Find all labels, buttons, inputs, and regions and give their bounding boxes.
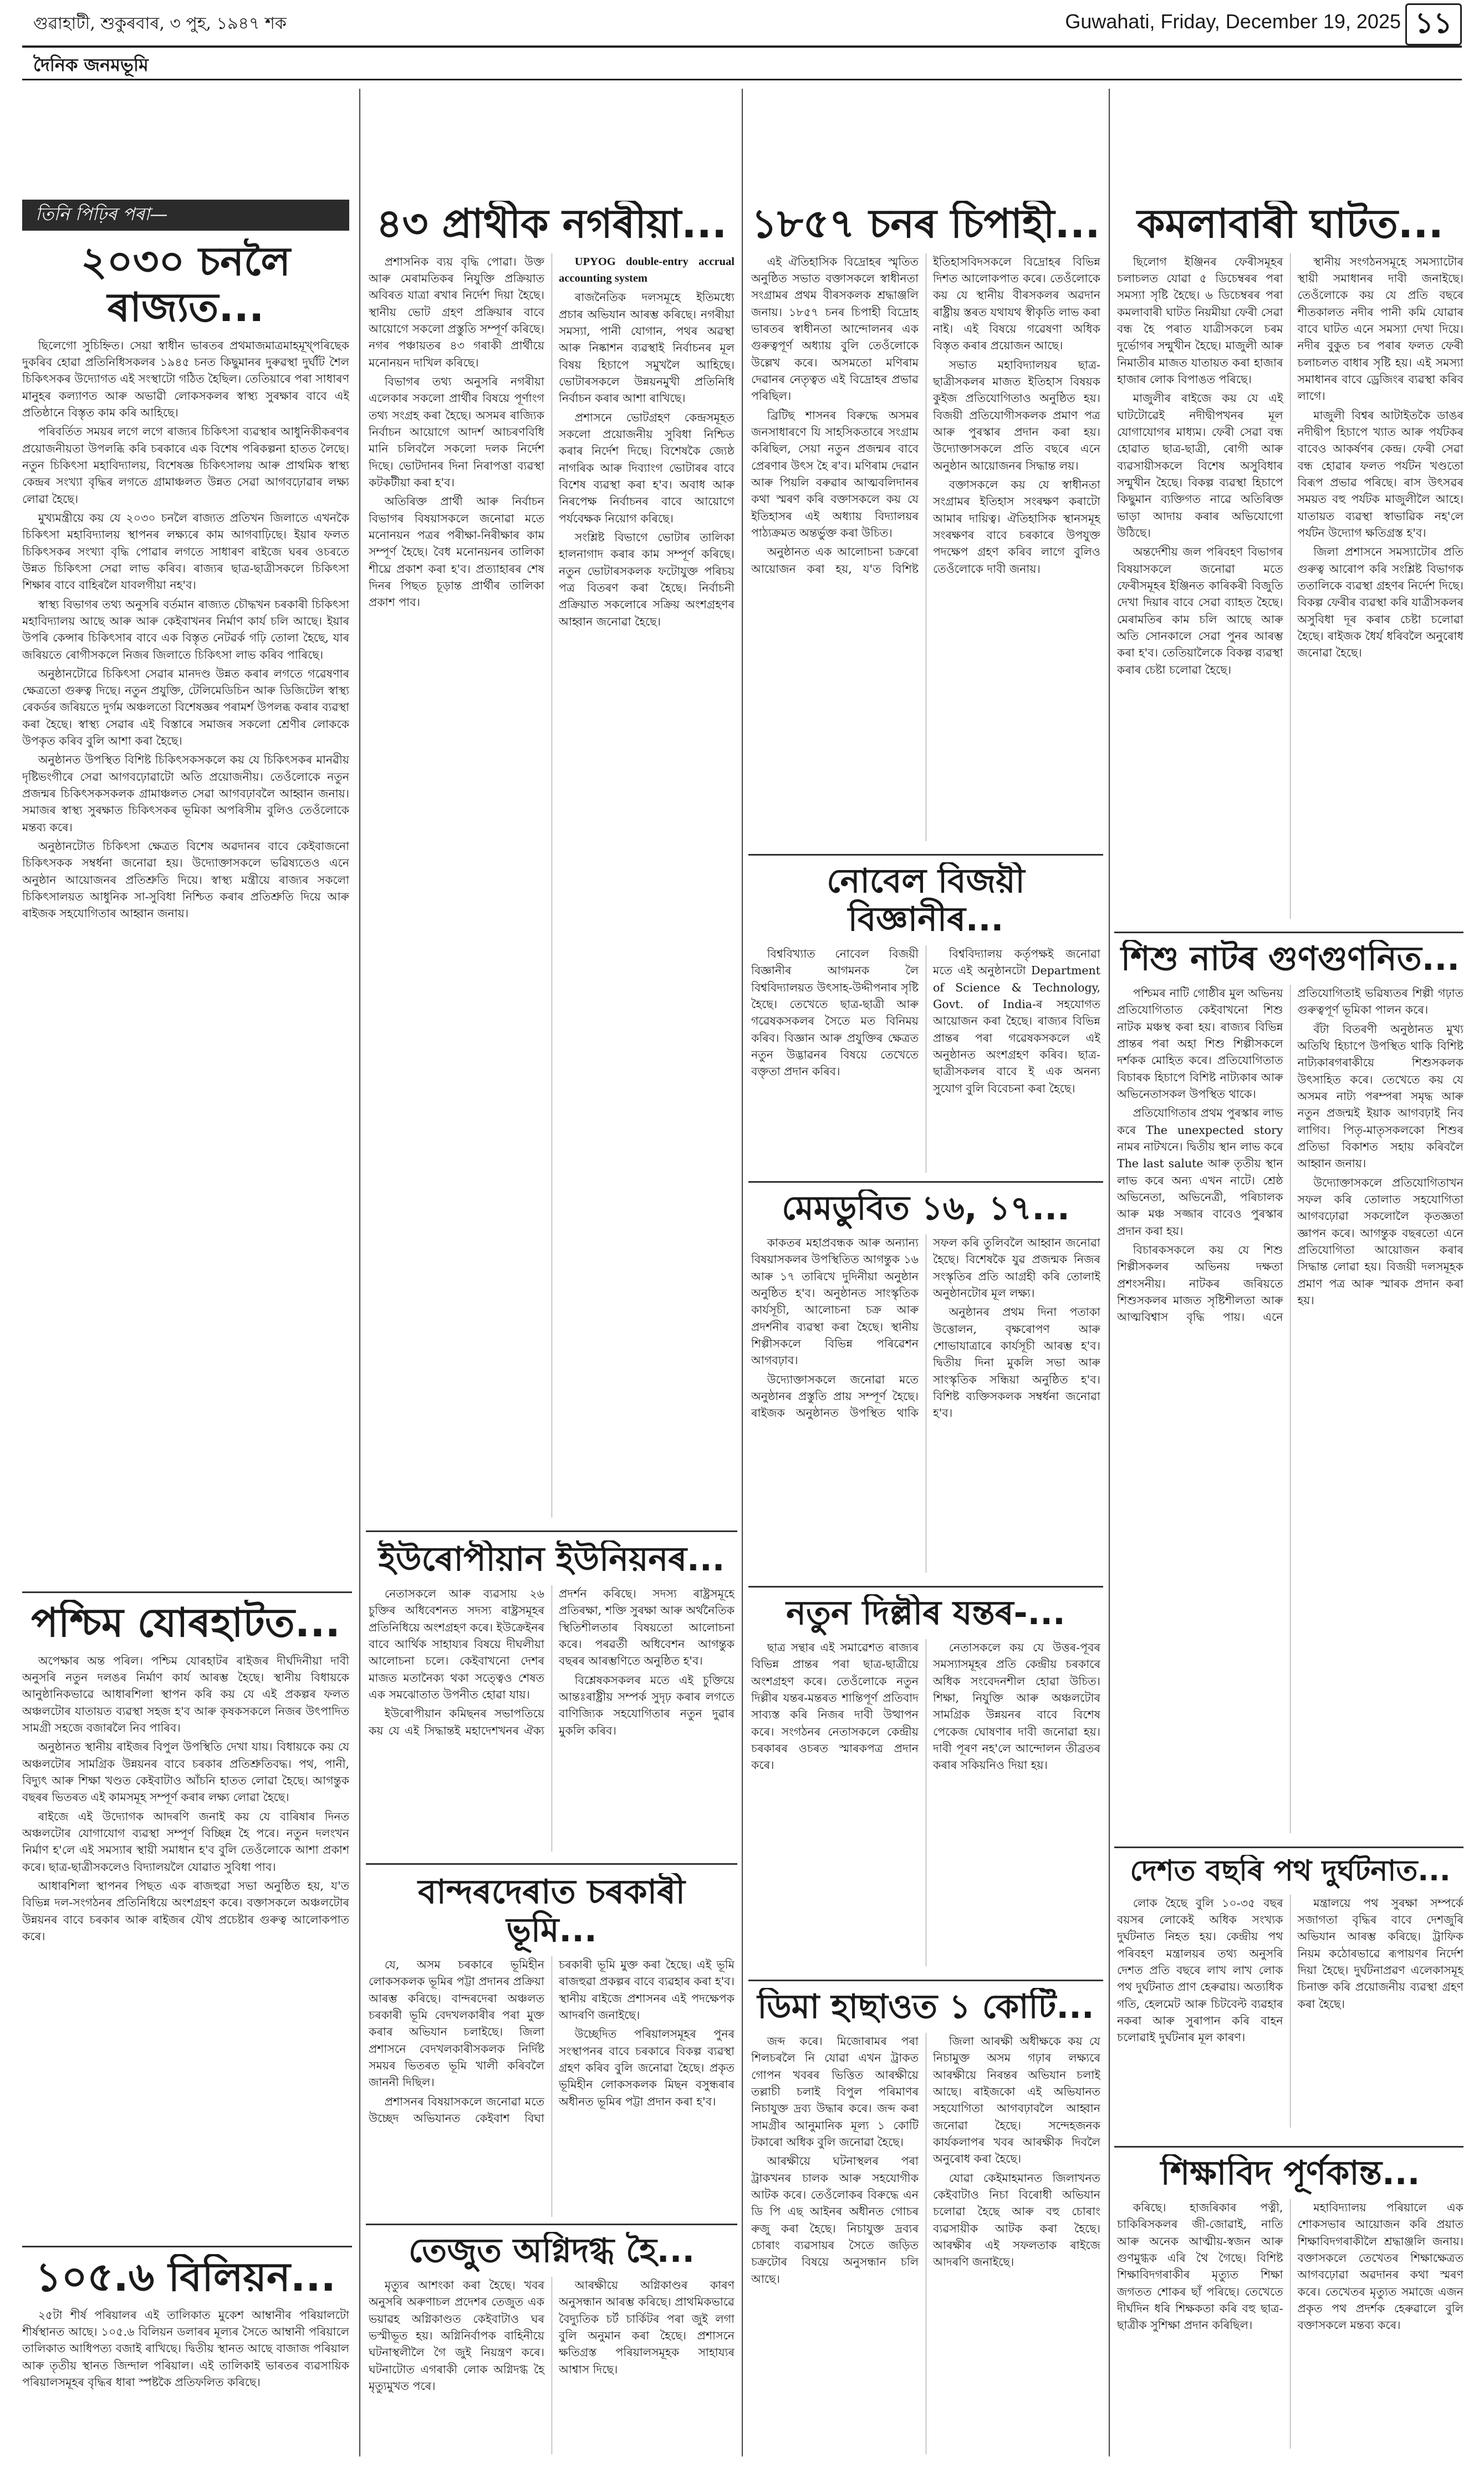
- article-body: [751, 2033, 1100, 2454]
- article-headline: ইউৰোপীয়ান ইউনিয়নৰ...: [378, 1540, 725, 1579]
- article-body: [369, 253, 735, 1518]
- paragraph: আধাৰশিলা স্থাপনৰ পিছত এক ৰাজহুৱা সভা অনুষ্ঠিত হয়, য'ত বিভিন্ন দল-সংগঠনৰ প্ৰতিনিধিয়ে অংশগ্ৰহণ কৰে। বক্তাসকলে অঞ্চলটোৰ উন্নয়নৰ বাবে চৰকাৰ আৰু ৰাইজৰ যৌথ প্ৰচেষ্টাৰ গুৰুত্ব আলোকপাত কৰে।: [22, 1879, 349, 1944]
- paragraph: ৰাজনৈতিক দলসমূহে ইতিমধ্যে প্ৰচাৰ অভিযান আৰম্ভ কৰিছে। নগৰীয়া সমস্যা, পানী যোগান, পথৰ অৱস্থা আৰু নিষ্কাশন ব্যৱস্থাই নিৰ্বাচনৰ মূল বিষয় হিচাপে সমুখলৈ আহিছে। ভোটাৰসকলে উন্নয়নমুখী প্ৰতিনিধি নিৰ্বাচন কৰাৰ আশা ৰাখিছে।: [559, 291, 735, 405]
- paragraph: উদ্যোক্তাসকলে জনোৱা মতে অনুষ্ঠানৰ প্ৰস্তুতি প্ৰায় সম্পূৰ্ণ হৈছে। ৰাইজক অনুষ্ঠানত উপস্থিত থাকি সফল কৰি তুলিবলৈ আহ্বান জনোৱা হৈছে। বিশেষকৈ যুৱ প্ৰজন্মক নিজৰ সংস্কৃতিৰ প্ৰতি আগ্ৰহী কৰি তোলাই অনুষ্ঠানটোৰ মূল লক্ষ্য।: [751, 1236, 1100, 1420]
- article-billion: [22, 2254, 349, 2459]
- section-divider: [22, 2246, 352, 2247]
- article-memdubi: [751, 1189, 1100, 1578]
- paragraph: স্বাস্থ্য বিভাগৰ তথ্য অনুসৰি বৰ্তমান ৰাজ্যত চৌদ্ধখন চৰকাৰী চিকিৎসা মহাবিদ্যালয় আছে আৰু আৰু কেইবাখনৰ নিৰ্মাণ কাৰ্য চলি আছে। ইয়াৰ উপৰি কেন্সাৰ চিকিৎসাৰ বাবে এক বিস্তৃত নেটৱৰ্ক গঢ়ি তোলা হৈছে, যাৰ জৰিয়তে ৰোগীসকলে নিজৰ জিলাতে চিকিৎসা লাভ কৰিব পাৰিছে।: [22, 597, 349, 662]
- article-body: [1117, 985, 1463, 1833]
- article-body: [1117, 2199, 1463, 2449]
- column-separator: [359, 89, 360, 2456]
- article-headline: পশ্চিম যোৰহাটত...: [31, 1600, 340, 1646]
- paragraph: বক্তাসকলে কয় যে স্বাধীনতা সংগ্ৰামৰ ইতিহাস সংৰক্ষণ কৰাটো আমাৰ দায়িত্ব। ঐতিহাসিক স্থানসমূহ সংৰক্ষণৰ বাবে চৰকাৰে উপযুক্ত পদক্ষেপ গ্ৰহণ কৰিব লাগে বুলিও তেওঁলোকে দাবী জনায়।: [933, 478, 1100, 576]
- paragraph: জিলা প্ৰশাসনে সমস্যাটোৰ প্ৰতি গুৰুত্ব আৰোপ কৰি সংশ্লিষ্ট বিভাগক ততালিকে ব্যৱস্থা গ্ৰহণৰ নিৰ্দেশ দিছে। বিকল্প ফেৰীৰ ব্যৱস্থা কৰি যাত্ৰীসকলৰ অসুবিধা দূৰ কৰাৰ চেষ্টা চলোৱা হৈছে। ৰাইজক ধৈৰ্য ধৰিবলৈ অনুৰোধ জনোৱা হৈছে।: [1297, 545, 1463, 660]
- article-43-candidates: [369, 201, 735, 1520]
- article-headline: শিশু নাটৰ গুণগুণনিত...: [1120, 940, 1460, 978]
- section-divider: [748, 1586, 1103, 1588]
- section-divider: [366, 1863, 737, 1865]
- paragraph: যোৱা কেইমাহমানত জিলাখনত কেইবাটাও নিচা বিৰোধী অভিযান চলোৱা হৈছে আৰু বহু চোৰাং ব্যৱসায়ীক আটক কৰা হৈছে। আৰক্ষীৰ এই সফলতাক ৰাইজে আদৰণি জনাইছে।: [933, 2171, 1100, 2269]
- article-body: [22, 2307, 349, 2391]
- article-headline: ১০৫.৬ বিলিয়ন...: [35, 2254, 336, 2300]
- paragraph: যে, অসম চৰকাৰে ভূমিহীন লোকসকলক ভূমিৰ পট্টা প্ৰদানৰ প্ৰক্ৰিয়া আৰম্ভ কৰিছে। বান্দৰদেৰা অঞ্চলত চৰকাৰী ভূমি বেদখলকাৰীৰ পৰা মুক্ত কৰাৰ অভিযান চলাইছে। জিলা প্ৰশাসনে বেদখলকাৰীসকলক নিৰ্দিষ্ট সময়ৰ ভিতৰত ভূমি খালী কৰিবলৈ জাননী দিছিল।: [369, 1958, 544, 2089]
- paragraph: অনুষ্ঠানটোৱে চিকিৎসা সেৱাৰ মানদণ্ড উন্নত কৰাৰ লগতে গৱেষণাৰ ক্ষেত্ৰতো গুৰুত্ব দিছে। নতুন প্ৰযুক্তি, টেলিমেডিচিন আৰু ডিজিটেল স্বাস্থ্য ৰেকৰ্ডৰ জৰিয়তে দুৰ্গম অঞ্চলতো বিশেষজ্ঞৰ পৰামৰ্শ উপলব্ধ কৰাৰ ব্যৱস্থা কৰা হৈছে। স্বাস্থ্য সেৱাৰ এই বিস্তাৰে সমাজৰ সকলো শ্ৰেণীৰ লোককে উপকৃত কৰিব বুলি আশা কৰা হৈছে।: [22, 667, 349, 748]
- article-educationist: [1117, 2154, 1463, 2459]
- article-headline: দেশত বছৰি পথ দুৰ্ঘটনাত...: [1130, 1855, 1451, 1888]
- paragraph: জব্দ কৰে। মিজোৰামৰ পৰা শিলচৰলৈ নি যোৱা এখন ট্ৰাকত গোপন খবৰৰ ভিত্তিত আৰক্ষীয়ে তল্লাচী চলাই বিপুল পৰিমাণৰ নিচাযুক্ত দ্ৰব্য উদ্ধাৰ কৰে। জব্দ কৰা সামগ্ৰীৰ আনুমানিক মূল্য ১ কোটি টকাৰো অধিক বুলি জনোৱা হৈছে।: [751, 2034, 919, 2149]
- paragraph: বিশ্ববিদ্যালয় কৰ্তৃপক্ষই জনোৱা মতে এই অনুষ্ঠানটো Department of Science & Technology, Govt. of India-ৰ সহযোগত আয়োজন কৰা হৈছে। ৰাজ্যৰ বিভিন্ন প্ৰান্তৰ পৰা গৱেষকসকলে এই অনুষ্ঠানত অংশগ্ৰহণ কৰিব। ছাত্ৰ-ছাত্ৰীসকলৰ বাবে ই এক অনন্য সুযোগ বুলি বিবেচনা কৰা হৈছে।: [933, 947, 1100, 1095]
- article-headline: নতুন দিল্লীৰ যন্তৰ-...: [786, 1594, 1065, 1632]
- article-body: [1117, 253, 1463, 919]
- paragraph: অন্তৰ্দেশীয় জল পৰিবহণ বিভাগৰ বিষয়াসকলে জনোৱা মতে ফেৰীসমূহৰ ইঞ্জিনত কাৰিকৰী বিজুতি দেখা দিয়াৰ বাবে সেৱা ব্যাহত হৈছে। মেৰামতিৰ কাম চলি আছে আৰু অতি সোনকালে সেৱা পুনৰ আৰম্ভ কৰা হ'ব। তেতিয়ালৈকে বিকল্প ব্যৱস্থা কৰাৰ চেষ্টা চলোৱা হৈছে।: [1117, 545, 1283, 676]
- article-dima-hasao: [751, 1988, 1100, 2459]
- paragraph: মন্ত্ৰালয়ে পথ সুৰক্ষা সম্পৰ্কে সজাগতা বৃদ্ধিৰ বাবে দেশজুৰি অভিযান আৰম্ভ কৰিছে। ট্ৰাফিক নিয়ম কঠোৰভাৱে ৰূপায়ণৰ নিৰ্দেশ দিয়া হৈছে। দুৰ্ঘটনাপ্ৰৱণ এলেকাসমূহ চিনাক্ত কৰি প্ৰয়োজনীয় ব্যৱস্থা গ্ৰহণ কৰা হৈছে।: [1297, 1896, 1463, 2011]
- paragraph: ৰাইজে এই উদ্যোগক আদৰণি জনাই কয় যে বাৰিষাৰ দিনত অঞ্চলটোৰ যোগাযোগ ব্যৱস্থা সম্পূৰ্ণ বিচ্ছিন্ন হৈ পৰে। নতুন দলংখন নিৰ্মাণ হ'লে এই সমস্যাৰ স্থায়ী সমাধান হ'ব বুলি তেওঁলোকে আশা প্ৰকাশ কৰে। ছাত্ৰ-ছাত্ৰীসকলেও বিদ্যালয়লৈ যোৱাত সুবিধা পাব।: [22, 1809, 349, 1874]
- article-headline: কমলাবাৰী ঘাটত...: [1137, 201, 1444, 247]
- page-number: ১১: [1405, 3, 1462, 45]
- article-bandardewa-land: [369, 1873, 735, 2217]
- paragraph: প্ৰশাসনিক ব্যয় বৃদ্ধি পোৱা। উক্ত আৰু মেৰামতিকৰ নিযুক্তি প্ৰক্ৰিয়াত অবিৰত যাত্ৰা ৰখাৰ নিৰ্দেশ দিয়া হৈছে। স্থানীয় ভোট গ্ৰহণ প্ৰক্ৰিয়াৰ বাবে আয়োগে সকলো প্ৰস্তুতি সম্পূৰ্ণ কৰিছে। নগৰ পঞ্চায়তৰ ৪৩ গৰাকী প্ৰাৰ্থীয়ে মনোনয়ন দাখিল কৰিছে।: [369, 255, 544, 369]
- paragraph: বঁটা বিতৰণী অনুষ্ঠানত মুখ্য অতিথি হিচাপে উপস্থিত থাকি বিশিষ্ট নাট্যকাৰগৰাকীয়ে শিশুসকলক উৎসাহিত কৰে। তেখেতে কয় যে অসমৰ নাট্য পৰম্পৰা সমৃদ্ধ আৰু নতুন প্ৰজন্মই ইয়াক আগবঢ়াই নিব লাগিব। পিতৃ-মাতৃসকলকো শিশুৰ প্ৰতিভা বিকাশত সহায় কৰিবলৈ আহ্বান জনায়।: [1297, 1022, 1463, 1171]
- paragraph: পৰিবৰ্তিত সময়ৰ লগে লগে ৰাজ্যৰ চিকিৎসা ব্যৱস্থাৰ আধুনিকীকৰণৰ প্ৰয়োজনীয়তা উপলব্ধি কৰি চৰকাৰে এক বিশেষ পৰিকল্পনা হাতত লৈছে। নতুন চিকিৎসা মহাবিদ্যালয়, বিশেষজ্ঞ চিকিৎসালয় আৰু প্ৰাথমিক স্বাস্থ্য কেন্দ্ৰৰ সংখ্যা বৃদ্ধিৰ লগতে গ্ৰামাঞ্চলত উন্নত সেৱা আগবঢ়োৱাৰ লক্ষ্য লোৱা হৈছে।: [22, 425, 349, 506]
- paragraph: সংশ্লিষ্ট বিভাগে ভোটাৰ তালিকা হালনাগাদ কৰাৰ কাম সম্পূৰ্ণ কৰিছে। নতুন ভোটাৰসকলক ফটোযুক্ত পৰিচয় পত্ৰ বিতৰণ কৰা হৈছে। নিৰ্বাচনী প্ৰক্ৰিয়াত সকলোৰে সক্ৰিয় অংশগ্ৰহণৰ আহ্বান জনোৱা হৈছে।: [559, 531, 735, 628]
- article-headline: ৪৩ প্ৰাথীক নগৰীয়া...: [376, 201, 727, 247]
- article-european-union: [369, 1540, 735, 1856]
- section-divider: [366, 2224, 737, 2225]
- paragraph: বিচাৰকসকলে কয় যে শিশু শিল্পীসকলৰ অভিনয় দক্ষতা প্ৰশংসনীয়। নাটকৰ জৰিয়তে শিশুসকলৰ মাজত সৃষ্টিশীলতা আৰু আত্মবিশ্বাস বৃদ্ধি পায়। এনে প্ৰতিযোগিতাই ভৱিষ্যতৰ শিল্পী গঢ়াত গুৰুত্বপূৰ্ণ ভূমিকা পালন কৰে।: [1117, 986, 1463, 1324]
- paragraph: অনুষ্ঠানত স্থানীয় ৰাইজৰ বিপুল উপস্থিতি দেখা যায়। বিধায়কে কয় যে অঞ্চলটোৰ সামগ্ৰিক উন্নয়নৰ বাবে চৰকাৰ প্ৰতিশ্ৰুতিবদ্ধ। পথ, পানী, বিদ্যুৎ আৰু শিক্ষা খণ্ডত কেইবাটাও আঁচনি হাতত লোৱা হৈছে। আগন্তুক বছৰৰ ভিতৰত এই কামসমূহ সম্পূৰ্ণ কৰাৰ লক্ষ্য লোৱা হৈছে।: [22, 1740, 349, 1804]
- section-divider: [748, 1980, 1103, 1981]
- paragraph: বিশ্ববিখ্যাত নোবেল বিজয়ী বিজ্ঞানীৰ আগমনক লৈ বিশ্ববিদ্যালয়ত উৎসাহ-উদ্দীপনাৰ সৃষ্টি হৈছে। তেখেতে ছাত্ৰ-ছাত্ৰী আৰু গৱেষকসকলৰ সৈতে মত বিনিময় কৰিব। বিজ্ঞান আৰু প্ৰযুক্তিৰ ক্ষেত্ৰত নতুন উদ্ভাৱনৰ বিষয়ে তেখেতে বক্তৃতা প্ৰদান কৰিব।: [751, 947, 919, 1079]
- paragraph: কৰিছে। হাজৰিকাৰ পত্নী, চাকিৰিসকলৰ জী-জোৱাই, নাতি আৰু অনেক আত্মীয়-স্বজন আৰু গুণমুগ্ধক এৰি থৈ গৈছে। বিশিষ্ট শিক্ষাবিদগৰাকীৰ মৃত্যুত শিক্ষা জগতত শোকৰ ছাঁ পৰিছে। তেখেতে দীৰ্ঘদিন ধৰি শিক্ষকতা কৰি বহু ছাত্ৰ-ছাত্ৰীক সুশিক্ষা প্ৰদান কৰিছিল।: [1117, 2201, 1283, 2332]
- paragraph: স্থানীয় সংগঠনসমূহে সমস্যাটোৰ স্থায়ী সমাধানৰ দাবী জনাইছে। তেওঁলোকে কয় যে প্ৰতি বছৰে শীতকালত নদীৰ পানী কমি যোৱাৰ বাবে ঘাটত এনে সমস্যা দেখা দিয়ে। নদীৰ বুকুত চৰ পৰাৰ ফলত ফেৰী চলাচলত বাধাৰ সৃষ্টি হয়। এই সমস্যা সমাধানৰ বাবে ড্ৰেজিংৰ ব্যৱস্থা কৰিব লাগে।: [1297, 255, 1463, 403]
- paragraph: এই ঐতিহাসিক বিদ্ৰোহৰ স্মৃতিত অনুষ্ঠিত সভাত বক্তাসকলে স্বাধীনতা সংগ্ৰামৰ প্ৰথম বীৰসকলক শ্ৰদ্ধাঞ্জলি জনায়। ১৮৫৭ চনৰ চিপাহী বিদ্ৰোহ ভাৰতৰ স্বাধীনতা আন্দোলনৰ এক গুৰুত্বপূৰ্ণ অধ্যায় বুলি তেওঁলোকে উল্লেখ কৰে। অসমতো মণিৰাম দেৱানৰ নেতৃত্বত এই বিদ্ৰোহৰ প্ৰভাৱ পৰিছিল।: [751, 255, 919, 403]
- article-body: [751, 253, 1100, 841]
- paragraph: লোক হৈছে বুলি ১০-৩৫ বছৰ বয়সৰ লোকেই অধিক সংখ্যক দুৰ্ঘটনাত নিহত হয়। কেন্দ্ৰীয় পথ পৰিবহণ মন্ত্ৰালয়ৰ তথ্য অনুসৰি দেশত প্ৰতি বছৰে লাখ লাখ লোক পথ দুৰ্ঘটনাত প্ৰাণ হেৰুৱায়। অত্যধিক গতি, হেলমেট আৰু চিটবেল্ট ব্যৱহাৰ নকৰা আৰু সুৰাপান কৰি বাহন চলোৱাই দুৰ্ঘটনাৰ মূল কাৰণ।: [1117, 1896, 1283, 2044]
- column-separator: [742, 89, 743, 2456]
- article-headline: ১৮৫৭ চনৰ চিপাহী...: [751, 201, 1100, 247]
- article-kamalabari-ghat: [1117, 201, 1463, 922]
- article-headline: মেমডুবিত ১৬, ১৭...: [782, 1189, 1070, 1228]
- article-headline: ২০৩০ চনলৈ ৰাজ্যত...: [80, 238, 291, 330]
- article-1857-sepoy: [751, 201, 1100, 844]
- article-new-delhi: [751, 1594, 1100, 1971]
- section-divider: [748, 1181, 1103, 1183]
- paragraph: অতিৰিক্ত প্ৰাৰ্থী আৰু নিৰ্বাচন বিভাগৰ বিষয়াসকলে জনোৱা মতে মনোনয়ন পত্ৰৰ পৰীক্ষা-নিৰীক্ষাৰ কাম সম্পূৰ্ণ হৈছে। বৈধ মনোনয়নৰ তালিকা শীঘ্ৰে প্ৰকাশ কৰা হ'ব। প্ৰত্যাহাৰৰ শেষ দিনৰ পিছত চূড়ান্ত প্ৰাৰ্থীৰ তালিকা প্ৰকাশ পাব।: [369, 495, 544, 609]
- article-body: [22, 1652, 349, 1945]
- paragraph: নেতাসকলে আৰু ব্যৱসায় ২৬ চুক্তিৰ অধিবেশনত সদস্য ৰাষ্ট্ৰসমূহৰ প্ৰতিনিধিয়ে অংশগ্ৰহণ কৰে। ইউক্ৰেইনৰ বাবে আৰ্থিক সাহায্যৰ বিষয়ে দীঘলীয়া আলোচনা চলে। কেইবাখনো দেশৰ মাজত মতানৈক্য থকা সত্ত্বেও শেষত এক সমঝোতাত উপনীত হোৱা যায়।: [369, 1587, 544, 1701]
- article-2030: [22, 238, 349, 1580]
- article-tezu-fire: [369, 2232, 735, 2459]
- article-body: [369, 1956, 735, 2217]
- paragraph: অনুষ্ঠানত উপস্থিত বিশিষ্ট চিকিৎসকসকলে কয় যে চিকিৎসকৰ মানৱীয় দৃষ্টিভংগীৰে সেৱা আগবঢ়োৱাটো অতি প্ৰয়োজনীয়। তেওঁলোকে নতুন প্ৰজন্মৰ চিকিৎসকসকলক গ্ৰামাঞ্চলত সেৱা আগবঢ়াবলৈ আহ্বান জনায়। সমাজৰ স্বাস্থ্য সুৰক্ষাত চিকিৎসকৰ ভূমিকা অপৰিসীম বুলিও তেওঁলোকে মন্তব্য কৰে।: [22, 753, 349, 834]
- masthead: দৈনিক জনমভূমি: [33, 54, 149, 75]
- paragraph: ছাত্ৰ সন্থাৰ এই সমাৱেশত ৰাজ্যৰ বিভিন্ন প্ৰান্তৰ পৰা ছাত্ৰ-ছাত্ৰীয়ে অংশগ্ৰহণ কৰে। তেওঁলোকে নতুন দিল্লীৰ যন্তৰ-মন্তৰত শান্তিপূৰ্ণ প্ৰতিবাদ সাব্যস্ত কৰি নিজৰ দাবী উত্থাপন কৰে। সংগঠনৰ নেতাসকলে কেন্দ্ৰীয় চৰকাৰৰ ওচৰত স্মাৰকপত্ৰ প্ৰদান কৰে।: [751, 1641, 919, 1772]
- paragraph: প্ৰশাসনৰ বিষয়াসকলে জনোৱা মতে উচ্ছেদ অভিযানত কেইবাশ বিঘা চৰকাৰী ভূমি মুক্ত কৰা হৈছে। এই ভূমি ৰাজহুৱা প্ৰকল্পৰ বাবে ব্যৱহাৰ কৰা হ'ব। স্থানীয় ৰাইজে প্ৰশাসনৰ এই পদক্ষেপক আদৰণি জনাইছে।: [369, 1958, 735, 2125]
- article-body: [751, 945, 1100, 1173]
- paragraph: ব্ৰিটিছ শাসনৰ বিৰুদ্ধে অসমৰ জনসাধাৰণে যি সাহসিকতাৰে সংগ্ৰাম কৰিছিল, সেয়া নতুন প্ৰজন্মৰ বাবে প্ৰেৰণাৰ উৎস হৈ ৰ'ব। মণিৰাম দেৱান আৰু পিয়লি বৰুৱাৰ আত্মবলিদানৰ কথা স্মৰণ কৰি বক্তাসকলে কয় যে ইতিহাসৰ এই অধ্যায় বিদ্যালয়ৰ পাঠ্যক্ৰমত অন্তৰ্ভুক্ত কৰা উচিত।: [751, 408, 919, 540]
- paragraph: পশ্চিমৰ নাটি গোষ্ঠীৰ মুল অভিনয় প্ৰতিযোগিতাত কেইবাখনো শিশু নাটক মঞ্চস্থ কৰা হয়। ৰাজ্যৰ বিভিন্ন প্ৰান্তৰ পৰা অহা শিশু শিল্পীসকলে দৰ্শকক মোহিত কৰে। প্ৰতিযোগিতাত বিচাৰক হিচাপে বিশিষ্ট নাট্যকাৰ আৰু অভিনেতাসকল উপস্থিত থাকে।: [1117, 986, 1283, 1101]
- paragraph: প্ৰতিযোগিতাৰ প্ৰথম পুৰস্কাৰ লাভ কৰে The unexpected story নামৰ নাটখনে। দ্বিতীয় স্থান লাভ কৰে The last salute আৰু তৃতীয় স্থান লাভ কৰে অন্য এখন নাটে। শ্ৰেষ্ঠ অভিনেতা, অভিনেত্ৰী, পৰিচালক আৰু মঞ্চ সজ্জাৰ বাবেও পুৰস্কাৰ প্ৰদান কৰা হয়।: [1117, 1106, 1283, 1238]
- paragraph: মৃত্যুৰ আশংকা কৰা হৈছে। খবৰ অনুসৰি অৰুণাচল প্ৰদেশৰ তেজুত এক ভয়াৱহ অগ্নিকাণ্ডত কেইবাটাও ঘৰ ভস্মীভূত হয়। অগ্নিনিৰ্বাপক বাহিনীয়ে ঘটনাস্থলীলৈ গৈ জুই নিয়ন্ত্ৰণ কৰে। ঘটনাটোত এগৰাকী লোক অগ্নিদগ্ধ হৈ মৃত্যুমুখত পৰে।: [369, 2278, 544, 2393]
- issue-date: গুৱাহাটী, শুকুৰবাৰ, ৩ পুহ, ১৯৪৭ শক: [33, 14, 287, 33]
- section-divider: [22, 1591, 352, 1593]
- issue-date-english: Guwahati, Friday, December 19, 2025: [1065, 10, 1401, 33]
- article-headline: বান্দৰদেৰাত চৰকাৰী ভূমি...: [418, 1873, 685, 1950]
- paragraph: অনুষ্ঠানৰ প্ৰথম দিনা পতাকা উত্তোলন, বৃক্ষৰোপণ আৰু শোভাযাত্ৰাৰে কাৰ্যসূচী আৰম্ভ হ'ব। দ্বিতীয় দিনা মুকলি সভা আৰু সাংস্কৃতিক সন্ধিয়া অনুষ্ঠিত হ'ব। বিশিষ্ট ব্যক্তিসকলক সম্বৰ্ধনা জনোৱা হ'ব।: [933, 1305, 1100, 1420]
- paragraph: আৰক্ষীয়ে ঘটনাস্থলৰ পৰা ট্ৰাকখনৰ চালক আৰু সহযোগীক আটক কৰে। তেওঁলোকৰ বিৰুদ্ধে এন ডি পি এছ আইনৰ অধীনত গোচৰ ৰুজু কৰা হৈছে। নিচাযুক্ত দ্ৰব্যৰ চোৰাং ব্যৱসায়ৰ সৈতে জড়িত চক্ৰটোৰ বিষয়ে অনুসন্ধান চলি আছে।: [751, 2154, 919, 2286]
- paragraph: অপেক্ষাৰ অন্ত পৰিল। পশ্চিম যোৰহাটৰ ৰাইজৰ দীৰ্ঘদিনীয়া দাবী অনুসৰি নতুন দলঙৰ নিৰ্মাণ কাৰ্য আৰম্ভ হৈছে। স্থানীয় বিধায়কে আনুষ্ঠানিকভাৱে আধাৰশিলা স্থাপন কৰি কয় যে এই প্ৰকল্পৰ ফলত অঞ্চলটোৰ যাতায়ত ব্যৱস্থা সহজ হ'ব আৰু কৃষকসকলে নিজৰ উৎপাদিত সামগ্ৰী সহজে বজাৰলৈ নিব পাৰিব।: [22, 1654, 349, 1735]
- section-divider: [1114, 2146, 1463, 2148]
- article-body: [22, 337, 349, 922]
- article-headline: তেজুত অগ্নিদগ্ধ হৈ...: [408, 2232, 695, 2270]
- section-divider: [366, 1530, 737, 1532]
- paragraph: ইউৰোপীয়ান কমিছনৰ সভাপতিয়ে কয় যে এই সিদ্ধান্তই মহাদেশখনৰ ঐক্য প্ৰদৰ্শন কৰিছে। সদস্য ৰাষ্ট্ৰসমূহে প্ৰতিৰক্ষা, শক্তি সুৰক্ষা আৰু অৰ্থনৈতিক স্থিতিশীলতাৰ বিষয়তো আলোচনা কৰে। পৰৱৰ্তী অধিবেশন আগন্তুক বছৰৰ আৰম্ভণিতে অনুষ্ঠিত হ'ব।: [369, 1587, 735, 1737]
- paragraph: কাকতৰ মহাপ্ৰবন্ধক আৰু অন্যান্য বিষয়াসকলৰ উপস্থিতিত আগন্তুক ১৬ আৰু ১৭ তাৰিখে দুদিনীয়া অনুষ্ঠান অনুষ্ঠিত হ'ব। অনুষ্ঠানত সাংস্কৃতিক কাৰ্যসূচী, আলোচনা চক্ৰ আৰু প্ৰদৰ্শনীৰ ব্যৱস্থা কৰা হৈছে। স্থানীয় শিল্পীসকলে বিভিন্ন পৰিৱেশন আগবঢ়াব।: [751, 1236, 919, 1367]
- paragraph: জিলা আৰক্ষী অধীক্ষকে কয় যে নিচামুক্ত অসম গঢ়াৰ লক্ষ্যৰে আৰক্ষীয়ে নিৰন্তৰ অভিযান চলাই আছে। ৰাইজকো এই অভিযানত সহযোগিতা আগবঢ়াবলৈ আহ্বান জনোৱা হৈছে। সন্দেহজনক কাৰ্যকলাপৰ খবৰ আৰক্ষীক দিবলৈ অনুৰোধ কৰা হৈছে।: [933, 2034, 1100, 2166]
- article-road-accidents: [1117, 1855, 1463, 2138]
- paragraph: মাজুলী বিশ্বৰ আটাইতকৈ ডাঙৰ নদীদ্বীপ হিচাপে খ্যাত আৰু পৰ্যটকৰ বাবেও আকৰ্ষণৰ কেন্দ্ৰ। ফেৰী সেৱা বন্ধ হোৱাৰ ফলত পৰ্যটন খণ্ডতো বিৰূপ প্ৰভাৱ পৰিছে। ৰাস উৎসৱৰ সময়ত বহু পৰ্যটক মাজুলীলৈ আহে। যাতায়ত ব্যৱস্থা স্বাভাৱিক নহ'লে পৰ্যটন উদ্যোগ ক্ষতিগ্ৰস্ত হ'ব।: [1297, 408, 1463, 540]
- paragraph: মহাবিদ্যালয় পৰিয়ালে এক শোকসভাৰ আয়োজন কৰি প্ৰয়াত শিক্ষাবিদগৰাকীলৈ শ্ৰদ্ধাঞ্জলি জনায়। বক্তাসকলে তেখেতৰ শিক্ষাক্ষেত্ৰত আগবঢ়োৱা অৱদানৰ কথা স্মৰণ কৰে। তেখেতৰ মৃত্যুত সমাজে এজন প্ৰকৃত পথ প্ৰদৰ্শক হেৰুৱালে বুলি বক্তাসকলে মন্তব্য কৰে।: [1297, 2201, 1463, 2332]
- paragraph: আৰক্ষীয়ে অগ্নিকাণ্ডৰ কাৰণ অনুসন্ধান আৰম্ভ কৰিছে। প্ৰাথমিকভাৱে বৈদ্যুতিক চৰ্ট চাৰ্কিটৰ পৰা জুই লগা বুলি অনুমান কৰা হৈছে। প্ৰশাসনে ক্ষতিগ্ৰস্ত পৰিয়ালসমূহক সাহায্যৰ আশ্বাস দিছে।: [559, 2278, 735, 2376]
- article-body: [751, 1234, 1100, 1573]
- paragraph: অনুষ্ঠানত এক আলোচনা চক্ৰৰো আয়োজন কৰা হয়, য'ত বিশিষ্ট ইতিহাসবিদসকলে বিদ্ৰোহৰ বিভিন্ন দিশত আলোকপাত কৰে। তেওঁলোকে কয় যে স্থানীয় বীৰসকলৰ অৱদান ৰাষ্ট্ৰীয় স্তৰত যথাযথ স্বীকৃতি লাভ কৰা নাই। এই বিষয়ে গৱেষণা অধিক বিস্তৃত কৰাৰ প্ৰয়োজন আছে।: [751, 255, 1100, 576]
- article-headline: নোবেল বিজয়ী বিজ্ঞানীৰ...: [827, 862, 1025, 939]
- paragraph: উদ্যোক্তাসকলে প্ৰতিযোগিতাখন সফল কৰি তোলাত সহযোগিতা আগবঢ়োৱা সকলোলৈ কৃতজ্ঞতা জ্ঞাপন কৰে। আগন্তুক বছৰতো এনে প্ৰতিযোগিতা আয়োজন কৰাৰ সিদ্ধান্ত লোৱা হয়। বিজয়ী দলসমূহক প্ৰমাণ পত্ৰ আৰু স্মাৰক প্ৰদান কৰা হয়।: [1297, 1176, 1463, 1307]
- paragraph: ছিলেগো সুচিহ্নিত। সেয়া স্বাধীন ভাৰতৰ প্ৰথমাজমাত্ৰমাহমূখ্পৰিছেক দুকৰিব হোৱা প্ৰতিনিধিসকলৰ ১৯৪৫ চনত কিছুমানৰ দুৰুৱস্থা দুৰ্ঘাঁট শৈল চিকিৎসকৰ উদ্যোগত এই সংস্থাটো গঠিত হৈছিল। তেতিয়াৰে পৰা সাধাৰণ মানুহৰ কল্যাণত আৰু অভাৱী লোকসকলৰ স্বাস্থ্য সুৰক্ষাৰ বাবে এই প্ৰতিষ্ঠানে বিস্তৃত কাম কৰি আহিছে।: [22, 338, 349, 419]
- article-body: [369, 2277, 735, 2454]
- paragraph: মাজুলীৰ ৰাইজে কয় যে এই ঘাটটোৱেই নদীদ্বীপখনৰ মূল যোগাযোগৰ মাধ্যম। ফেৰী সেৱা বন্ধ হোৱাত ছাত্ৰ-ছাত্ৰী, ৰোগী আৰু ব্যৱসায়ীসকলে বিশেষ অসুবিধাৰ সন্মুখীন হৈছে। বিকল্প ব্যৱস্থা হিচাপে কিছুমান ব্যক্তিগত নাৱে অতিৰিক্ত ভাড়া আদায় কৰাৰ অভিযোগো উঠিছে।: [1117, 391, 1283, 540]
- section-divider: [748, 854, 1103, 856]
- article-body: [369, 1585, 735, 1851]
- masthead-rule: [22, 79, 1462, 80]
- paragraph: ছিলোগ ইঞ্জিনৰ ফেৰীসমূহৰ চলাচলত যোৱা ৫ ডিচেম্বৰৰ পৰা সমস্যা সৃষ্টি হৈছে। ৬ ডিচেম্বৰৰ পৰা কমলাবাৰী ঘাটত নিয়মীয়া ফেৰী সেৱা বন্ধ হৈ পৰাত যাত্ৰীসকলে চৰম দুৰ্ভোগৰ সন্মুখীন হৈছে। মাজুলী আৰু নিমাতীৰ মাজত যাতায়ত কৰা হাজাৰ হাজাৰ লোক বিপাঙত পৰিছে।: [1117, 255, 1283, 386]
- paragraph: মুখ্যমন্ত্ৰীয়ে কয় যে ২০৩০ চনলৈ ৰাজ্যত প্ৰতিখন জিলাতে এখনকৈ চিকিৎসা মহাবিদ্যালয় স্থাপনৰ লক্ষ্যৰে কাম আগবাঢ়িছে। ইয়াৰ ফলত চিকিৎসকৰ সংখ্যা বৃদ্ধি পোৱাৰ লগতে সাধাৰণ ৰাইজে ঘৰৰ ওচৰতে উন্নত চিকিৎসা সেৱা লাভ কৰিব। ৰাজ্যৰ ছাত্ৰ-ছাত্ৰীসকলে চিকিৎসা শিক্ষাৰ বাবে বাহিৰলৈ যাবলগীয়া নহ'ব।: [22, 511, 349, 592]
- paragraph: নেতাসকলে কয় যে উত্তৰ-পূবৰ সমস্যাসমূহৰ প্ৰতি কেন্দ্ৰীয় চৰকাৰে অধিক সংবেদনশীল হোৱা উচিত। শিক্ষা, নিযুক্তি আৰু অঞ্চলটোৰ সামগ্ৰিক উন্নয়নৰ বাবে বিশেষ পেকেজ ঘোষণাৰ দাবী জনোৱা হয়। দাবী পূৰণ নহ'লে আন্দোলন তীব্ৰতৰ কৰাৰ সকিয়নিও দিয়া হয়।: [933, 1641, 1100, 1772]
- series-banner: তিনি পিঢ়িৰ পৰা—: [22, 200, 349, 231]
- article-headline: শিক্ষাবিদ পূৰ্ণকান্ত...: [1160, 2154, 1420, 2193]
- article-western-jorhat: [22, 1600, 349, 2237]
- paragraph: অনুষ্ঠানটোত চিকিৎসা ক্ষেত্ৰত বিশেষ অৱদানৰ বাবে কেইবাজনো চিকিৎসকক সম্বৰ্ধনা জনোৱা হয়। উদ্যোক্তাসকলে ভৱিষ্যতেও এনে অনুষ্ঠান আয়োজনৰ প্ৰতিশ্ৰুতি দিয়ে। স্বাস্থ্য মন্ত্ৰীয়ে ৰাজ্যৰ সকলো চিকিৎসালয়ত আধুনিক সা-সুবিধা নিশ্চিত কৰাৰ প্ৰতিশ্ৰুতি দিয়ে আৰু ৰাইজক সহযোগিতাৰ আহ্বান জনায়।: [22, 840, 349, 920]
- header-rule: [22, 45, 1462, 48]
- paragraph: সভাত মহাবিদ্যালয়ৰ ছাত্ৰ-ছাত্ৰীসকলৰ মাজত ইতিহাস বিষয়ক কুইজ প্ৰতিযোগিতাও অনুষ্ঠিত হয়। বিজয়ী প্ৰতিযোগীসকলক প্ৰমাণ পত্ৰ আৰু পুৰস্কাৰ প্ৰদান কৰা হয়। উদ্যোক্তাসকলে প্ৰতি বছৰে এনে অনুষ্ঠান আয়োজনৰ সিদ্ধান্ত লয়।: [933, 358, 1100, 472]
- paragraph: উচ্ছেদিত পৰিয়ালসমূহৰ পুনৰ সংস্থাপনৰ বাবে চৰকাৰে বিকল্প ব্যৱস্থা গ্ৰহণ কৰিব বুলি জনোৱা হৈছে। প্ৰকৃত ভূমিহীন লোকসকলক মিছন বসুন্ধৰাৰ অধীনত ভূমিৰ পট্টা প্ৰদান কৰা হ'ব।: [559, 2027, 735, 2108]
- highlight-text: UPYOG double-entry accrual accounting system: [559, 255, 735, 285]
- paragraph: ২৫টা শীৰ্ষ পৰিয়ালৰ এই তালিকাত মুকেশ আম্বানীৰ পৰিয়ালটো শীৰ্ষস্থানত আছে। ১০৫.৬ বিলিয়ন ডলাৰৰ মূল্যৰ সৈতে আম্বানী পৰিয়ালে তালিকাত আধিপত্য বজাই ৰাখিছে। দ্বিতীয় স্থানত আছে বাজাজ পৰিয়াল আৰু তৃতীয় স্থানত জিন্দাল পৰিয়াল। এই তালিকাই ভাৰতৰ ব্যৱসায়িক পৰিয়ালসমূহৰ বৃদ্ধিৰ ধাৰা স্পষ্টকৈ প্ৰতিফলিত কৰিছে।: [22, 2308, 349, 2389]
- paragraph: বিশ্লেষকসকলৰ মতে এই চুক্তিয়ে আন্তঃৰাষ্ট্ৰীয় সম্পৰ্ক সুদৃঢ় কৰাৰ লগতে বাণিজ্যিক সহযোগিতাৰ নতুন দুৱাৰ মুকলি কৰিব।: [559, 1673, 735, 1737]
- article-children-drama: [1117, 940, 1463, 1838]
- section-divider: [1114, 1847, 1463, 1848]
- article-body: [751, 1639, 1100, 1966]
- section-divider: [1114, 932, 1463, 933]
- article-nobel-scientist: [751, 862, 1100, 1173]
- article-headline: ডিমা হাছাওত ১ কোটি...: [757, 1988, 1094, 2026]
- column-separator: [1109, 89, 1110, 2456]
- paragraph: বিভাগৰ তথ্য অনুসৰি নগৰীয়া এলেকাৰ সকলো প্ৰাৰ্থীৰ বিষয়ে পূৰ্ণাংগ তথ্য সংগ্ৰহ কৰা হৈছে। অসমৰ ৰাজ্যিক নিৰ্বাচন আয়োগে আদৰ্শ আচৰণবিধি মানি চলিবলৈ সকলো দলক নিৰ্দেশ দিছে। ভোটদানৰ দিনা নিৰাপত্তা ব্যৱস্থা কটকটীয়া কৰা হ'ব।: [369, 375, 544, 490]
- paragraph: প্ৰশাসনে ভোটগ্ৰহণ কেন্দ্ৰসমূহত সকলো প্ৰয়োজনীয় সুবিধা নিশ্চিত কৰাৰ নিৰ্দেশ দিছে। বিশেষকৈ জ্যেষ্ঠ নাগৰিক আৰু দিব্যাংগ ভোটাৰৰ বাবে বিশেষ ব্যৱস্থা কৰা হ'ব। অবাধ আৰু নিৰপেক্ষ নিৰ্বাচনৰ বাবে আয়োগে পৰ্যবেক্ষক নিয়োগ কৰিছে।: [559, 410, 735, 525]
- article-body: [1117, 1895, 1463, 2128]
